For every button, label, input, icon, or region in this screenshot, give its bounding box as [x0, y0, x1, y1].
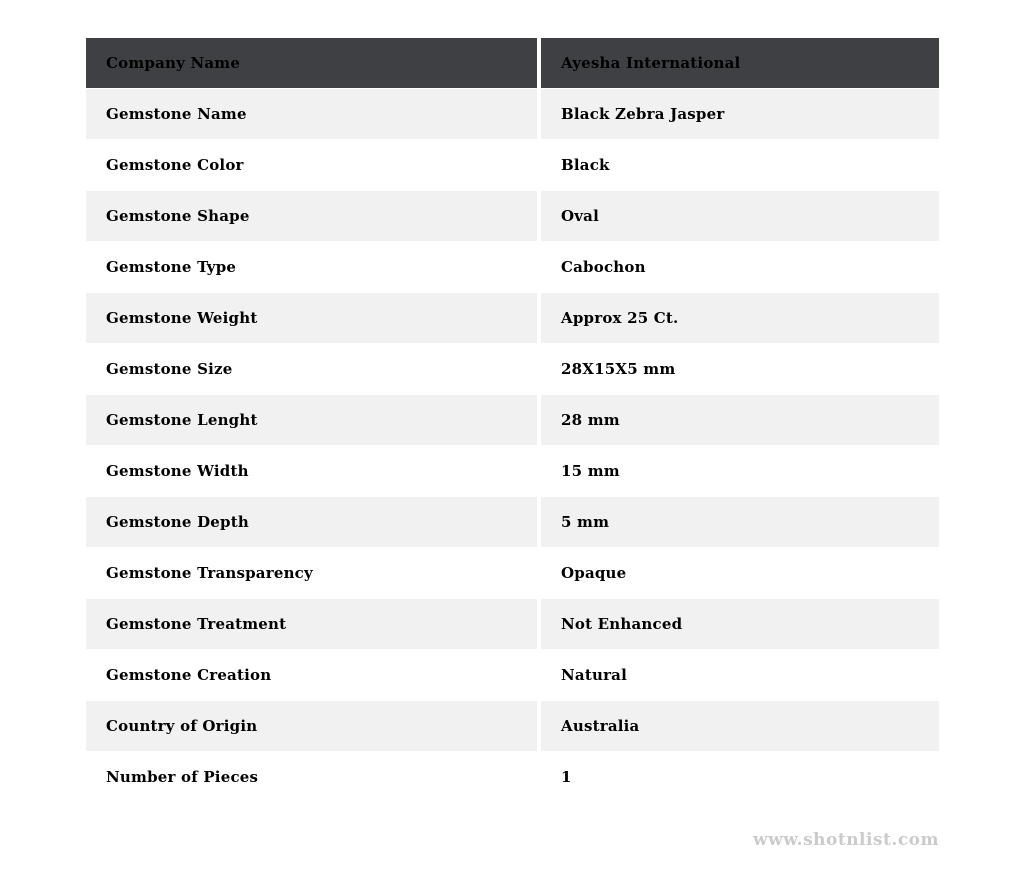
- header-value-cell: Ayesha International: [541, 38, 939, 88]
- table-row: [86, 293, 939, 343]
- row-label: Gemstone Treatment: [86, 599, 537, 649]
- table-row: [86, 752, 939, 802]
- row-label: Gemstone Transparency: [86, 548, 537, 598]
- row-value: Natural: [541, 650, 939, 700]
- row-label: Country of Origin: [86, 701, 537, 751]
- table-row: [86, 650, 939, 700]
- row-value: 5 mm: [541, 497, 939, 547]
- table-body: [86, 89, 939, 802]
- row-label: Number of Pieces: [86, 752, 537, 802]
- table-row: [86, 701, 939, 751]
- row-label: Gemstone Shape: [86, 191, 537, 241]
- header-label-cell: Company Name: [86, 38, 537, 88]
- gemstone-spec-table: [86, 38, 939, 803]
- table-row: [86, 497, 939, 547]
- row-label: Gemstone Color: [86, 140, 537, 190]
- row-value: 15 mm: [541, 446, 939, 496]
- row-label: Gemstone Name: [86, 89, 537, 139]
- row-label: Gemstone Weight: [86, 293, 537, 343]
- row-value: 1: [541, 752, 939, 802]
- row-value: Oval: [541, 191, 939, 241]
- row-label: Gemstone Type: [86, 242, 537, 292]
- table-row: [86, 140, 939, 190]
- row-label: Gemstone Size: [86, 344, 537, 394]
- row-label: Gemstone Creation: [86, 650, 537, 700]
- row-value: Approx 25 Ct.: [541, 293, 939, 343]
- row-value: Black Zebra Jasper: [541, 89, 939, 139]
- table-row: [86, 242, 939, 292]
- row-value: 28 mm: [541, 395, 939, 445]
- table-row: [86, 446, 939, 496]
- row-value: Opaque: [541, 548, 939, 598]
- row-label: Gemstone Depth: [86, 497, 537, 547]
- watermark-text: www.shotnlist.com: [752, 830, 939, 850]
- table-header-row: [86, 38, 939, 88]
- row-label: Gemstone Width: [86, 446, 537, 496]
- row-value: Australia: [541, 701, 939, 751]
- table-row: [86, 548, 939, 598]
- table-row: [86, 395, 939, 445]
- table-row: [86, 89, 939, 139]
- table-row: [86, 599, 939, 649]
- row-value: Not Enhanced: [541, 599, 939, 649]
- row-value: Black: [541, 140, 939, 190]
- row-value: 28X15X5 mm: [541, 344, 939, 394]
- row-value: Cabochon: [541, 242, 939, 292]
- table-row: [86, 191, 939, 241]
- table-row: [86, 344, 939, 394]
- row-label: Gemstone Lenght: [86, 395, 537, 445]
